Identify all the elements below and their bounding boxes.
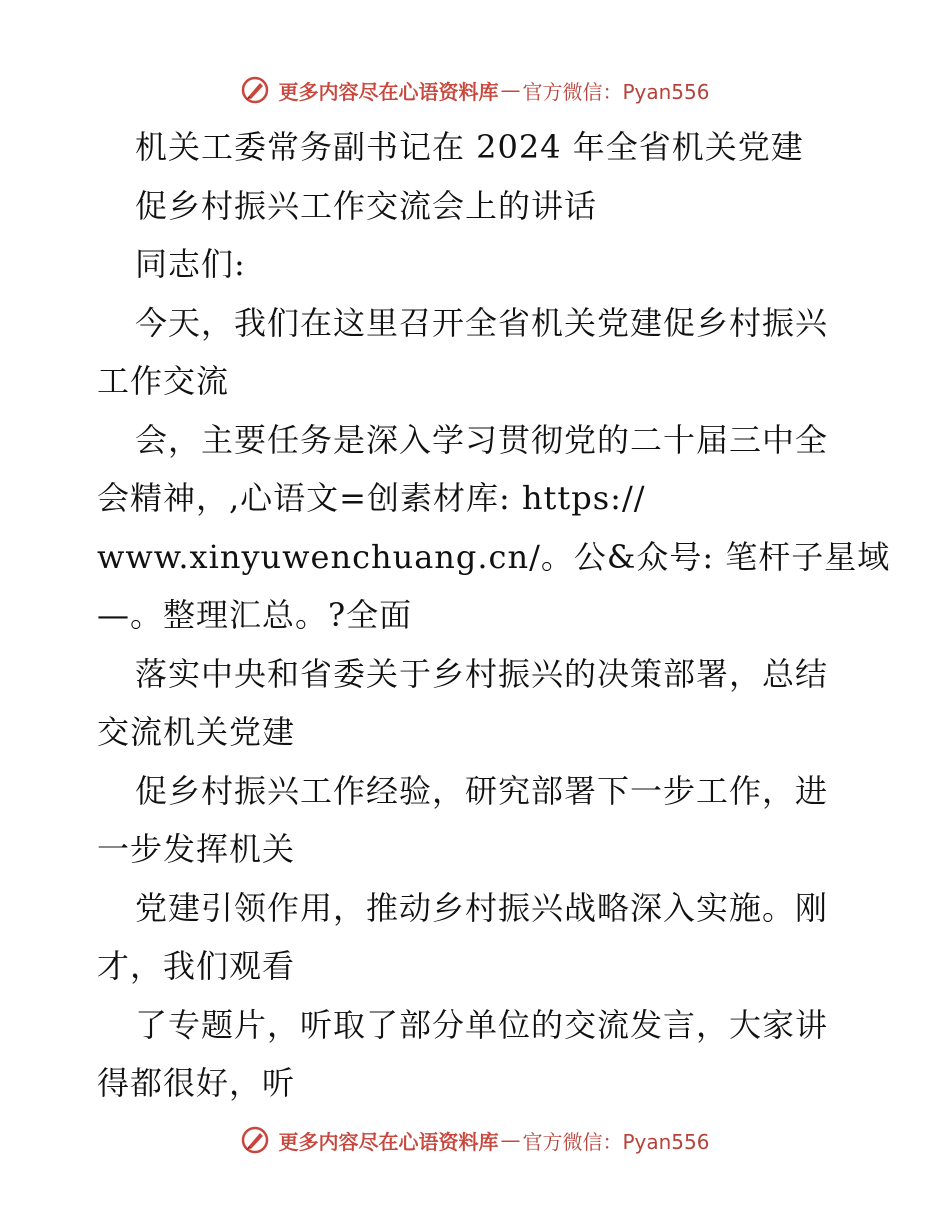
document-line: 促乡村振兴工作经验，研究部署下一步工作，进 bbox=[135, 771, 829, 810]
banner-brand-text: 更多内容尽在心语资料库 bbox=[278, 1129, 499, 1154]
document-line: 一步发挥机关 bbox=[97, 830, 296, 868]
document-line: 得都很好，听 bbox=[97, 1064, 296, 1102]
pen-circle-logo-icon bbox=[240, 1125, 270, 1155]
document-line: 党建引领作用，推动乡村振兴战略深入实施。刚 bbox=[135, 888, 829, 927]
header-watermark-banner bbox=[0, 70, 950, 110]
footer-watermark-banner bbox=[0, 1120, 950, 1160]
banner-dash: — bbox=[500, 1128, 521, 1152]
document-line: 才，我们观看 bbox=[97, 947, 296, 985]
document-line: www.xinyuwenchuang.cn/。公&众号: 笔杆子星域 bbox=[97, 537, 891, 576]
document-line: —。整理汇总。?全面 bbox=[97, 596, 413, 634]
document-line: 促乡村振兴工作交流会上的讲话 bbox=[135, 186, 598, 225]
document-line: 同志们: bbox=[135, 245, 246, 283]
banner-brand-text: 更多内容尽在心语资料库 bbox=[278, 79, 499, 104]
document-line: 落实中央和省委关于乡村振兴的决策部署，总结 bbox=[135, 654, 829, 693]
document-line: 会，主要任务是深入学习贯彻党的二十届三中全 bbox=[135, 420, 829, 459]
document-line: 机关工委常务副书记在 2024 年全省机关党建 bbox=[135, 128, 804, 166]
banner-dash: — bbox=[500, 78, 521, 102]
document-line: 工作交流 bbox=[97, 362, 230, 400]
banner-official-wechat: 官方微信：Pyan556 bbox=[522, 1129, 710, 1154]
document-line: 今天，我们在这里召开全省机关党建促乡村振兴 bbox=[135, 303, 829, 342]
banner-official-wechat: 官方微信：Pyan556 bbox=[522, 79, 710, 104]
pen-circle-logo-icon bbox=[240, 75, 270, 105]
document-body bbox=[97, 118, 891, 1113]
document-line: 了专题片，听取了部分单位的交流发言，大家讲 bbox=[135, 1005, 829, 1044]
document-line: 交流机关党建 bbox=[97, 713, 296, 751]
document-line: 会精神，,心语文=创素材库: https:// bbox=[97, 479, 646, 517]
